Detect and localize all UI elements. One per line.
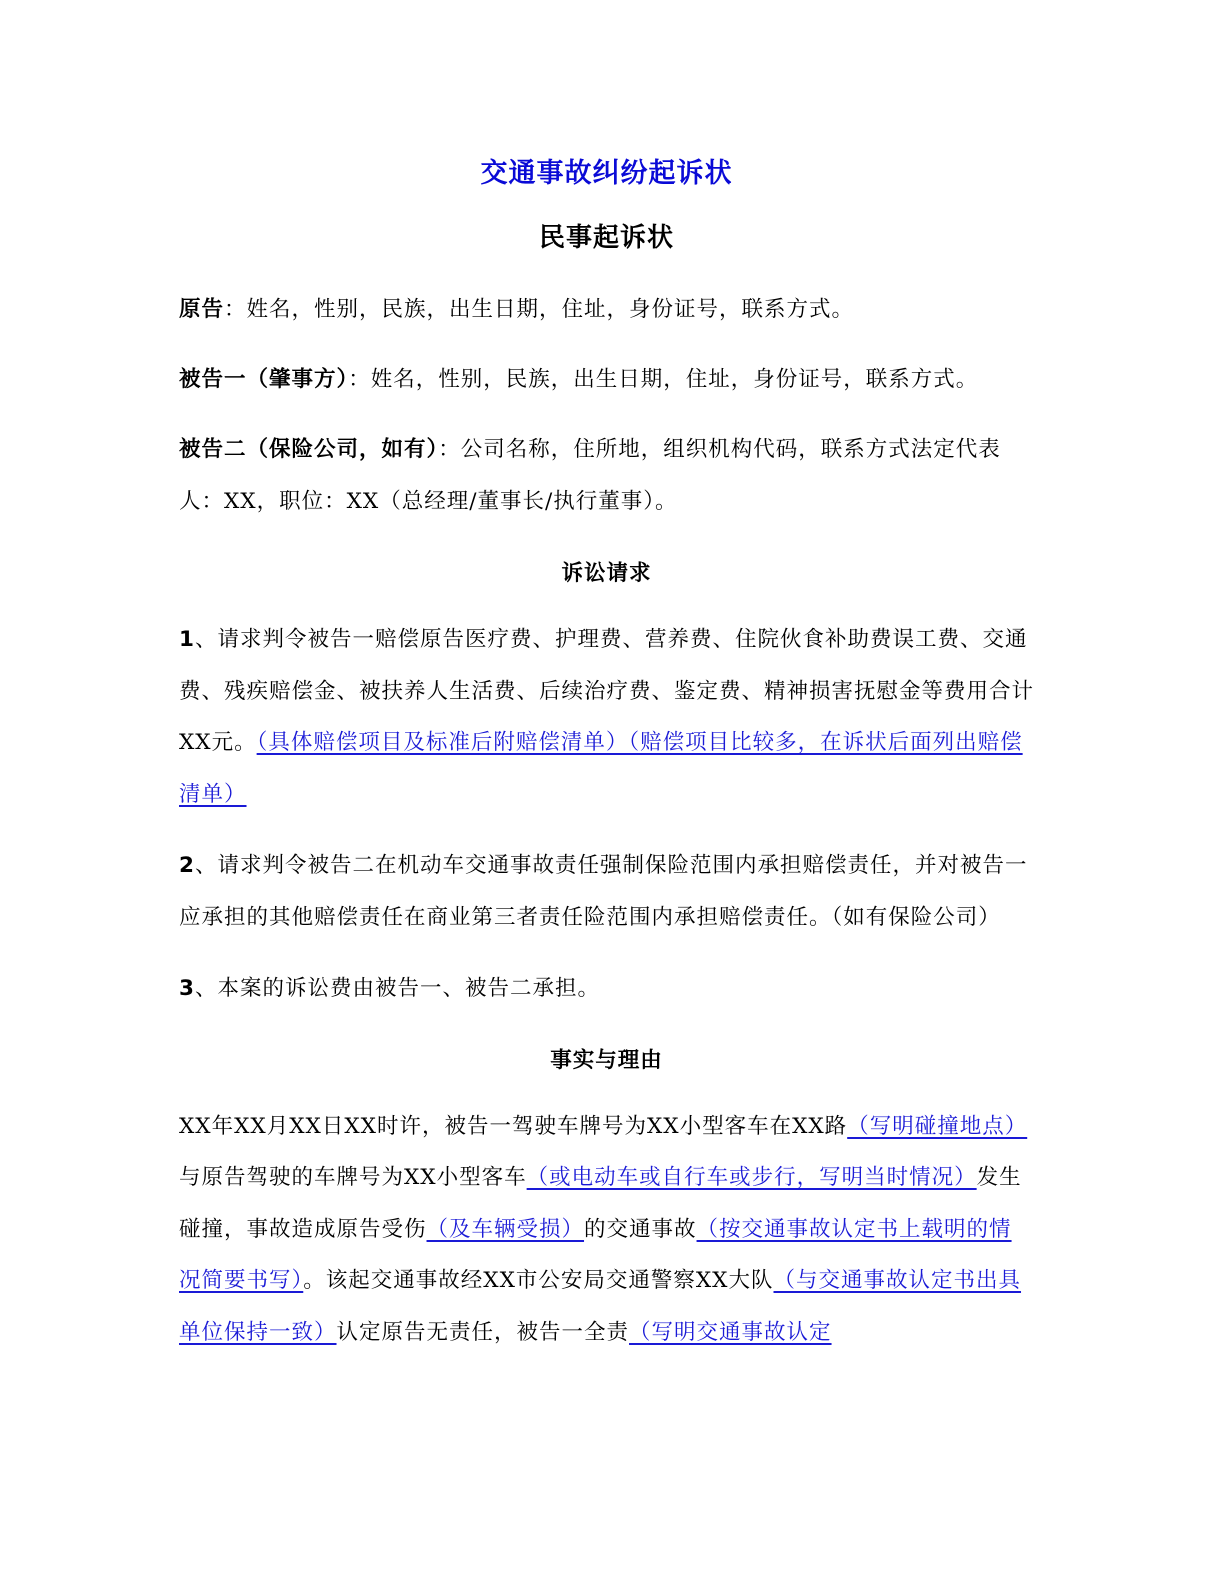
plaintiff-line	[179, 284, 1034, 336]
claim-item-3	[179, 963, 1034, 1015]
facts-note-6: （写明交通事故认定	[629, 1319, 832, 1345]
claim-text-1: 、请求判令被告一赔偿原告医疗费、护理费、营养费、住院伙食补助费误工费、交通费、残疾赔偿金、被扶养人生活费、后续治疗费、鉴定费、精神损害抚慰金等费用合计XX元。	[179, 627, 1035, 755]
claim-note-1: （具体赔偿项目及标准后附赔偿清单）（赔偿项目比较多，在诉状后面列出赔偿清单）	[179, 730, 1023, 807]
facts-text-5: 。该起交通事故经XX市公安局交通警察XX大队	[303, 1268, 774, 1293]
facts-heading: 事实与理由	[550, 1047, 663, 1073]
defendant1-line	[179, 354, 1034, 406]
plaintiff-details: ：姓名，性别，民族，出生日期，住址，身份证号，联系方式。	[224, 297, 855, 322]
facts-note-1: （写明碰撞地点）	[847, 1113, 1028, 1139]
defendant2-line	[179, 424, 1034, 528]
facts-text-6: 认定原告无责任，被告一全责	[336, 1319, 630, 1345]
facts-text-3: 发生碰撞，事故造成原告受伤	[179, 1165, 1022, 1242]
claim-text-2: 、请求判令被告二在机动车交通事故责任强制保险范围内承担赔偿责任，并对被告一应承担的其他赔偿责任在商业第三者责任险范围内承担赔偿责任。（如有保险公司）	[179, 853, 1028, 930]
defendant1-label: 被告一（肇事方）	[179, 367, 349, 392]
facts-text-1: XX年XX月XX日XX时许，被告一驾驶车牌号为XX小型客车在XX路	[179, 1113, 848, 1139]
facts-paragraph	[179, 1101, 1034, 1359]
claim-item-1	[179, 614, 1034, 820]
defendant2-details: ：公司名称，住所地，组织机构代码，联系方式法定代表人：XX，职位：XX（总经理/董事长/执行董事）。	[179, 437, 1001, 514]
facts-note-2: （或电动车或自行车或步行，写明当时情况）	[526, 1165, 977, 1190]
defendant1-details: ：姓名，性别，民族，出生日期，住址，身份证号，联系方式。	[348, 367, 979, 392]
claim-text-3: 、本案的诉讼费由被告一、被告二承担。	[194, 976, 600, 1001]
document-title: 交通事故纠纷起诉状	[480, 158, 733, 189]
plaintiff-label: 原告	[179, 297, 225, 322]
defendant2-label: 被告二（保险公司，如有）	[179, 437, 439, 462]
claim-number-2: 2	[179, 853, 195, 878]
claim-item-2	[179, 840, 1034, 943]
facts-text-2: 与原告驾驶的车牌号为XX小型客车	[179, 1165, 527, 1190]
facts-note-3: （及车辆受损）	[426, 1216, 585, 1242]
facts-text-4: 的交通事故	[584, 1216, 697, 1242]
claim-number-3: 3	[179, 976, 195, 1001]
claim-number-1: 1	[179, 627, 195, 652]
facts-note-4: （按交通事故认定书上载明的情况简要书写）	[179, 1216, 1012, 1293]
facts-note-5: （与交通事故认定书出具单位保持一致）	[179, 1268, 1022, 1345]
document-subtitle: 民事起诉状	[538, 223, 674, 253]
claims-heading: 诉讼请求	[561, 561, 652, 586]
